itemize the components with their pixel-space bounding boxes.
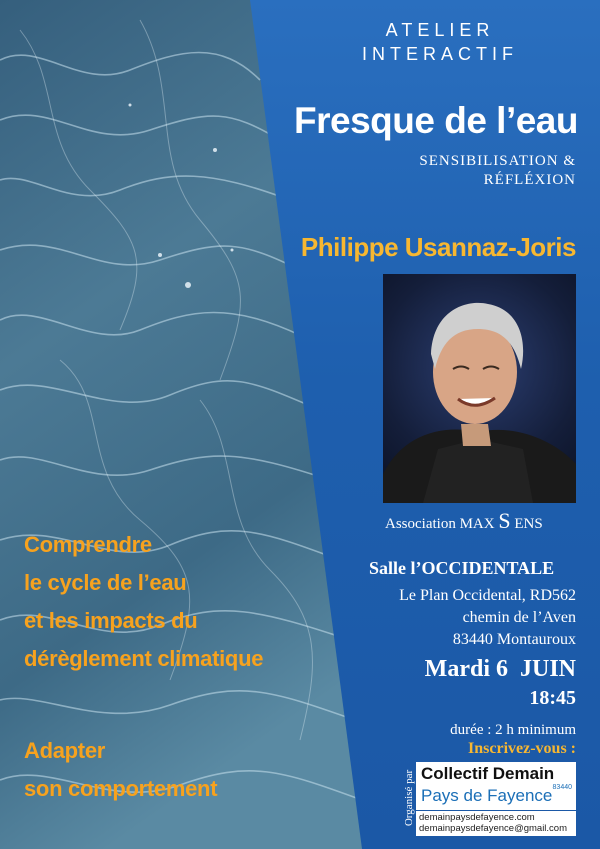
workshop-line-2: INTERACTIF (362, 44, 518, 64)
speaker-photo (383, 274, 576, 503)
organizer-contacts (416, 811, 576, 836)
speaker-name: Philippe Usannaz-Joris (300, 232, 576, 262)
association-prefix: Association MAX (385, 516, 495, 532)
logo-line-1: Collectif Demain (421, 764, 555, 783)
organizer-logo (416, 762, 576, 810)
venue-address (399, 585, 576, 651)
email-link[interactable]: demainpaysdefayence@gmail.com (419, 823, 567, 834)
organizer-label-text: Organisé par (403, 769, 415, 827)
subtitle-line-1: SENSIBILISATION & (419, 153, 576, 169)
address-line-1: Le Plan Occidental, RD562 (399, 587, 576, 604)
theme-1-line-1: Comprendre (24, 532, 152, 557)
page-title: Fresque de l’eau (294, 100, 578, 141)
event-time: 18:45 (529, 687, 576, 709)
theme-1-line-3: et les impacts du (24, 608, 198, 633)
theme-block-2 (24, 732, 217, 808)
theme-block-1 (24, 526, 263, 678)
logo-code: 83440 (552, 784, 572, 791)
workshop-type (320, 18, 560, 66)
event-date: Mardi 6 JUIN (424, 656, 576, 682)
association-suffix: ENS (514, 516, 543, 532)
association-s: S (498, 508, 511, 533)
workshop-line-1: ATELIER (385, 20, 495, 40)
organizer-label (398, 760, 416, 840)
address-line-2: chemin de l’Aven (462, 609, 576, 626)
register-label: Inscrivez-vous : (468, 740, 576, 757)
theme-1-line-2: le cycle de l’eau (24, 570, 187, 595)
address-line-3: 83440 Montauroux (452, 631, 576, 648)
subtitle (419, 152, 576, 190)
association-name (385, 508, 543, 534)
theme-1-line-4: dérèglement climatique (24, 646, 264, 671)
event-duration: durée : 2 h minimum (450, 722, 576, 738)
portrait-image (383, 274, 576, 503)
website-link[interactable]: demainpaysdefayence.com (419, 812, 535, 823)
subtitle-line-2: RÉFLÉXION (483, 172, 576, 188)
logo-line-2: Pays de Fayence (421, 786, 553, 805)
theme-2-line-2: son comportement (24, 776, 218, 801)
venue-name: Salle l’OCCIDENTALE (369, 558, 555, 578)
theme-2-line-1: Adapter (24, 738, 106, 763)
